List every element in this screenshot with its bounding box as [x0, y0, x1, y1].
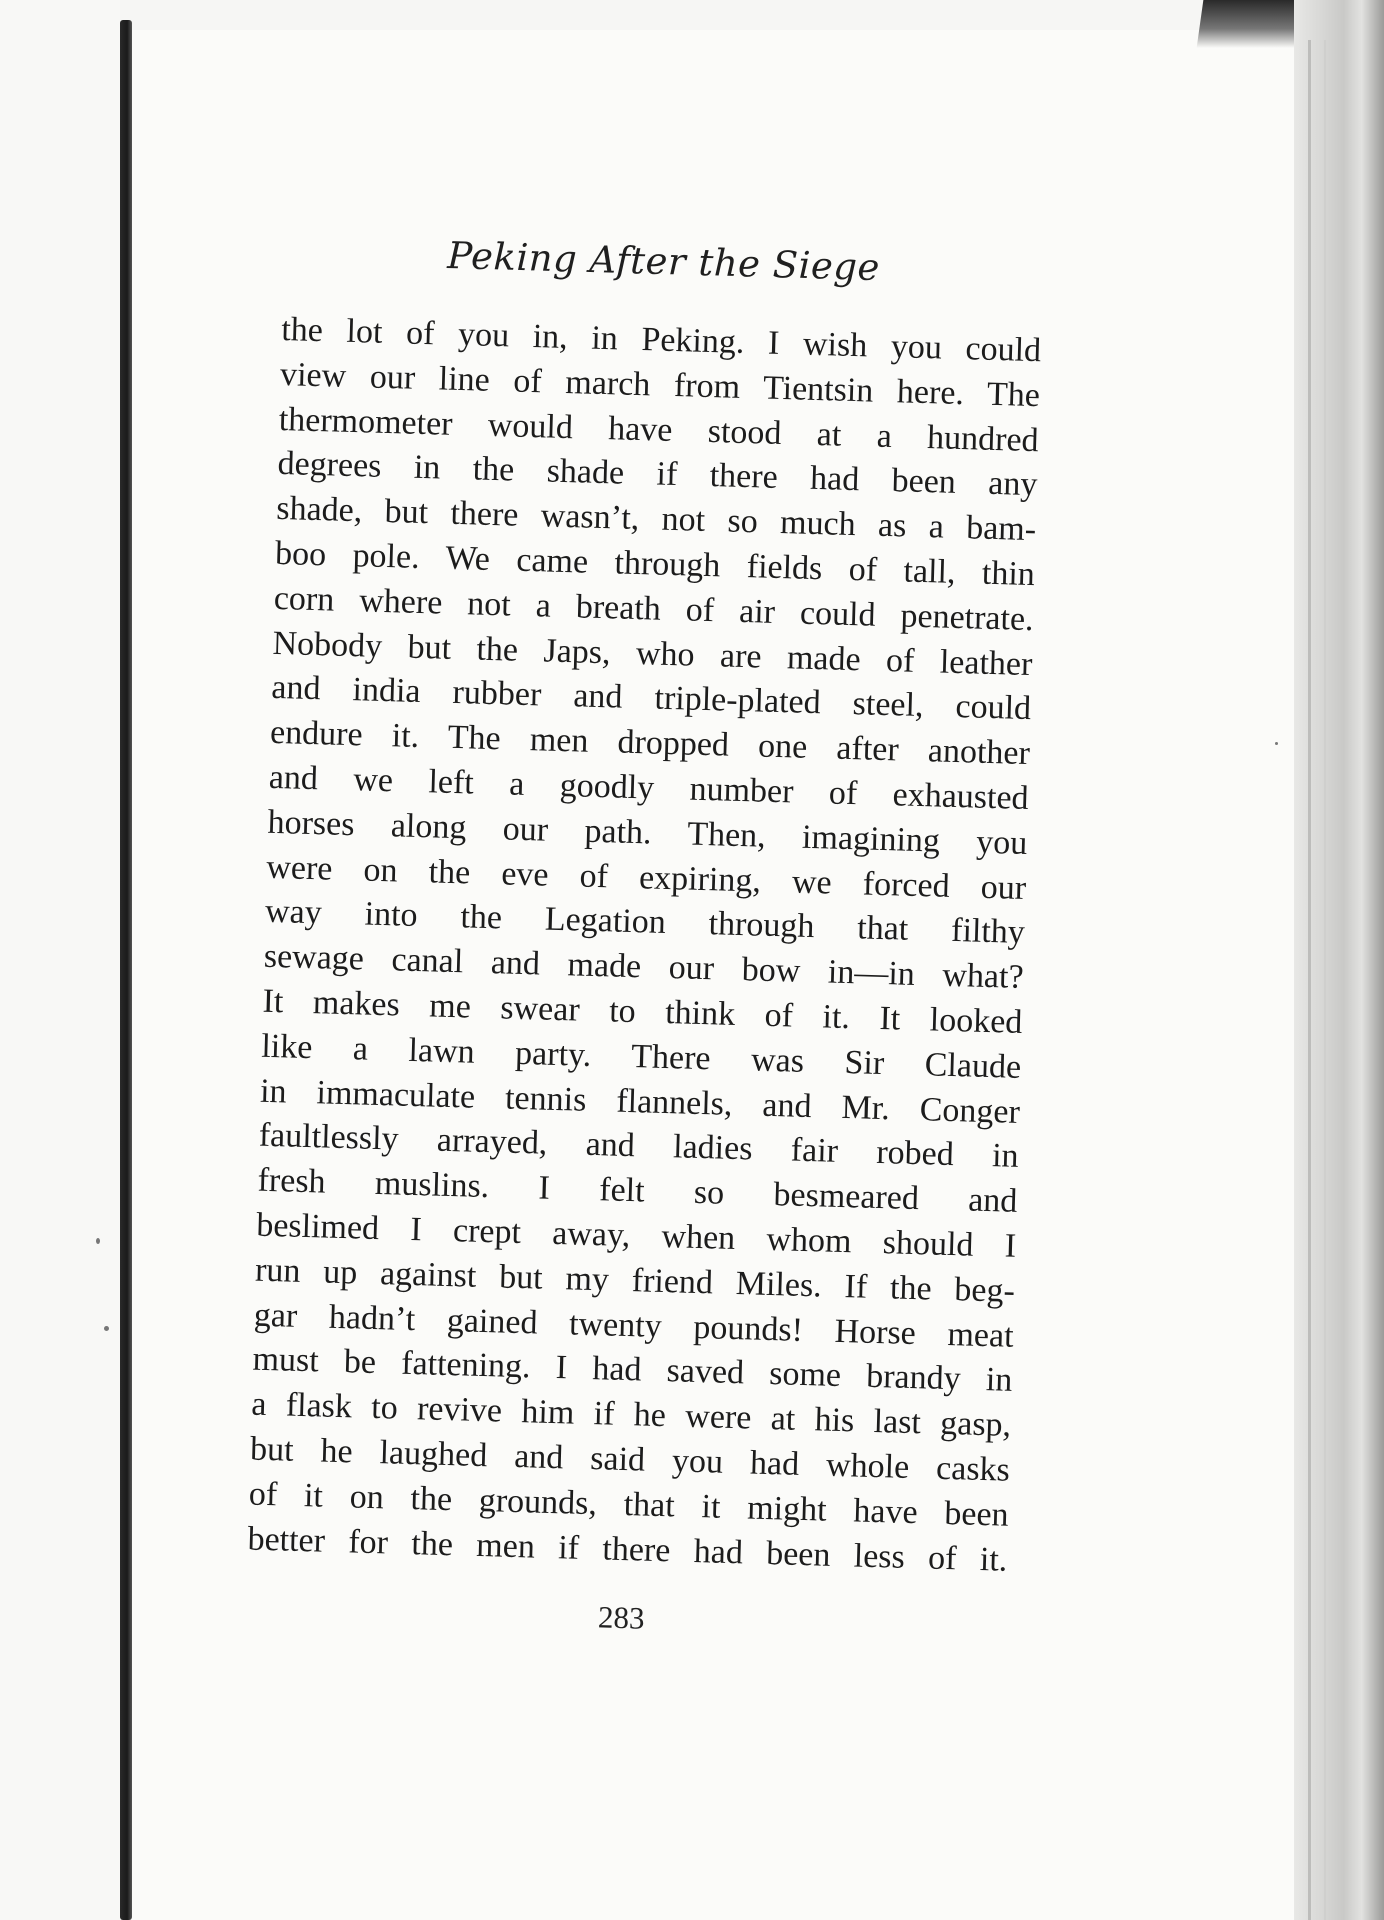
text-line: a flask to revive him if he were at his last gasp,: [250, 1385, 1012, 1444]
text-line: better for the men if there had been less of it.: [247, 1520, 1008, 1579]
text-line: were on the eve of expiring, we forced our: [265, 848, 1027, 907]
running-head: Peking After the Siege: [446, 234, 881, 290]
facing-page-edge: [0, 0, 120, 1920]
dust-speck: [96, 1238, 100, 1244]
text-line: must be fattening. I had saved some brandy in: [252, 1340, 1013, 1400]
body-text: [247, 308, 1042, 1583]
text-line: shade, but there wasn’t, not so much as a bam-: [275, 490, 1037, 549]
text-line: but he laughed and said you had whole casks: [249, 1430, 1011, 1489]
text-line: thermometer would have stood at a hundred: [278, 400, 1040, 459]
text-line: faultlessly arrayed, and ladies fair robed in: [258, 1117, 1020, 1176]
dust-speck: [1275, 742, 1278, 745]
text-line: run up against but my friend Miles. If the beg-: [254, 1251, 1016, 1310]
text-line: gar hadn’t gained twenty pounds! Horse meat: [253, 1296, 1015, 1355]
text-line: boo pole. We came through fields of tall, thin: [274, 534, 1036, 594]
text-line: fresh muslins. I felt so besmeared and: [257, 1161, 1018, 1221]
page-stack-edge: [1294, 0, 1384, 1920]
text-line: sewage canal and made our bow in—in what?: [263, 937, 1025, 997]
text-line: like a lawn party. There was Sir Claude: [260, 1027, 1022, 1086]
text-line: view our line of march from Tientsin here. The: [279, 355, 1041, 414]
text-line: in immaculate tennis flannels, and Mr. Conger: [259, 1072, 1021, 1131]
text-line: horses along our path. Then, imagining you: [267, 803, 1028, 862]
text-line: endure it. The men dropped one after another: [269, 714, 1031, 773]
text-line: of it on the grounds, that it might have been: [248, 1475, 1010, 1534]
book-binding: [120, 20, 132, 1920]
text-line: and india rubber and triple-plated steel, could: [270, 669, 1032, 728]
text-line: the lot of you in, in Peking. I wish you could: [280, 310, 1042, 370]
text-line: corn where not a breath of air could penetrate.: [273, 579, 1035, 638]
page-number: 283: [597, 1599, 645, 1636]
dust-speck: [104, 1326, 109, 1331]
text-line: Nobody but the Japs, who are made of leather: [272, 624, 1033, 683]
text-line: It makes me swear to think of it. It looked: [262, 982, 1023, 1041]
text-line: beslimed I crept away, when whom should I: [255, 1206, 1017, 1265]
text-line: way into the Legation through that filthy: [264, 893, 1026, 952]
text-line: degrees in the shade if there had been any: [277, 445, 1038, 504]
text-line: and we left a goodly number of exhausted: [268, 758, 1030, 817]
